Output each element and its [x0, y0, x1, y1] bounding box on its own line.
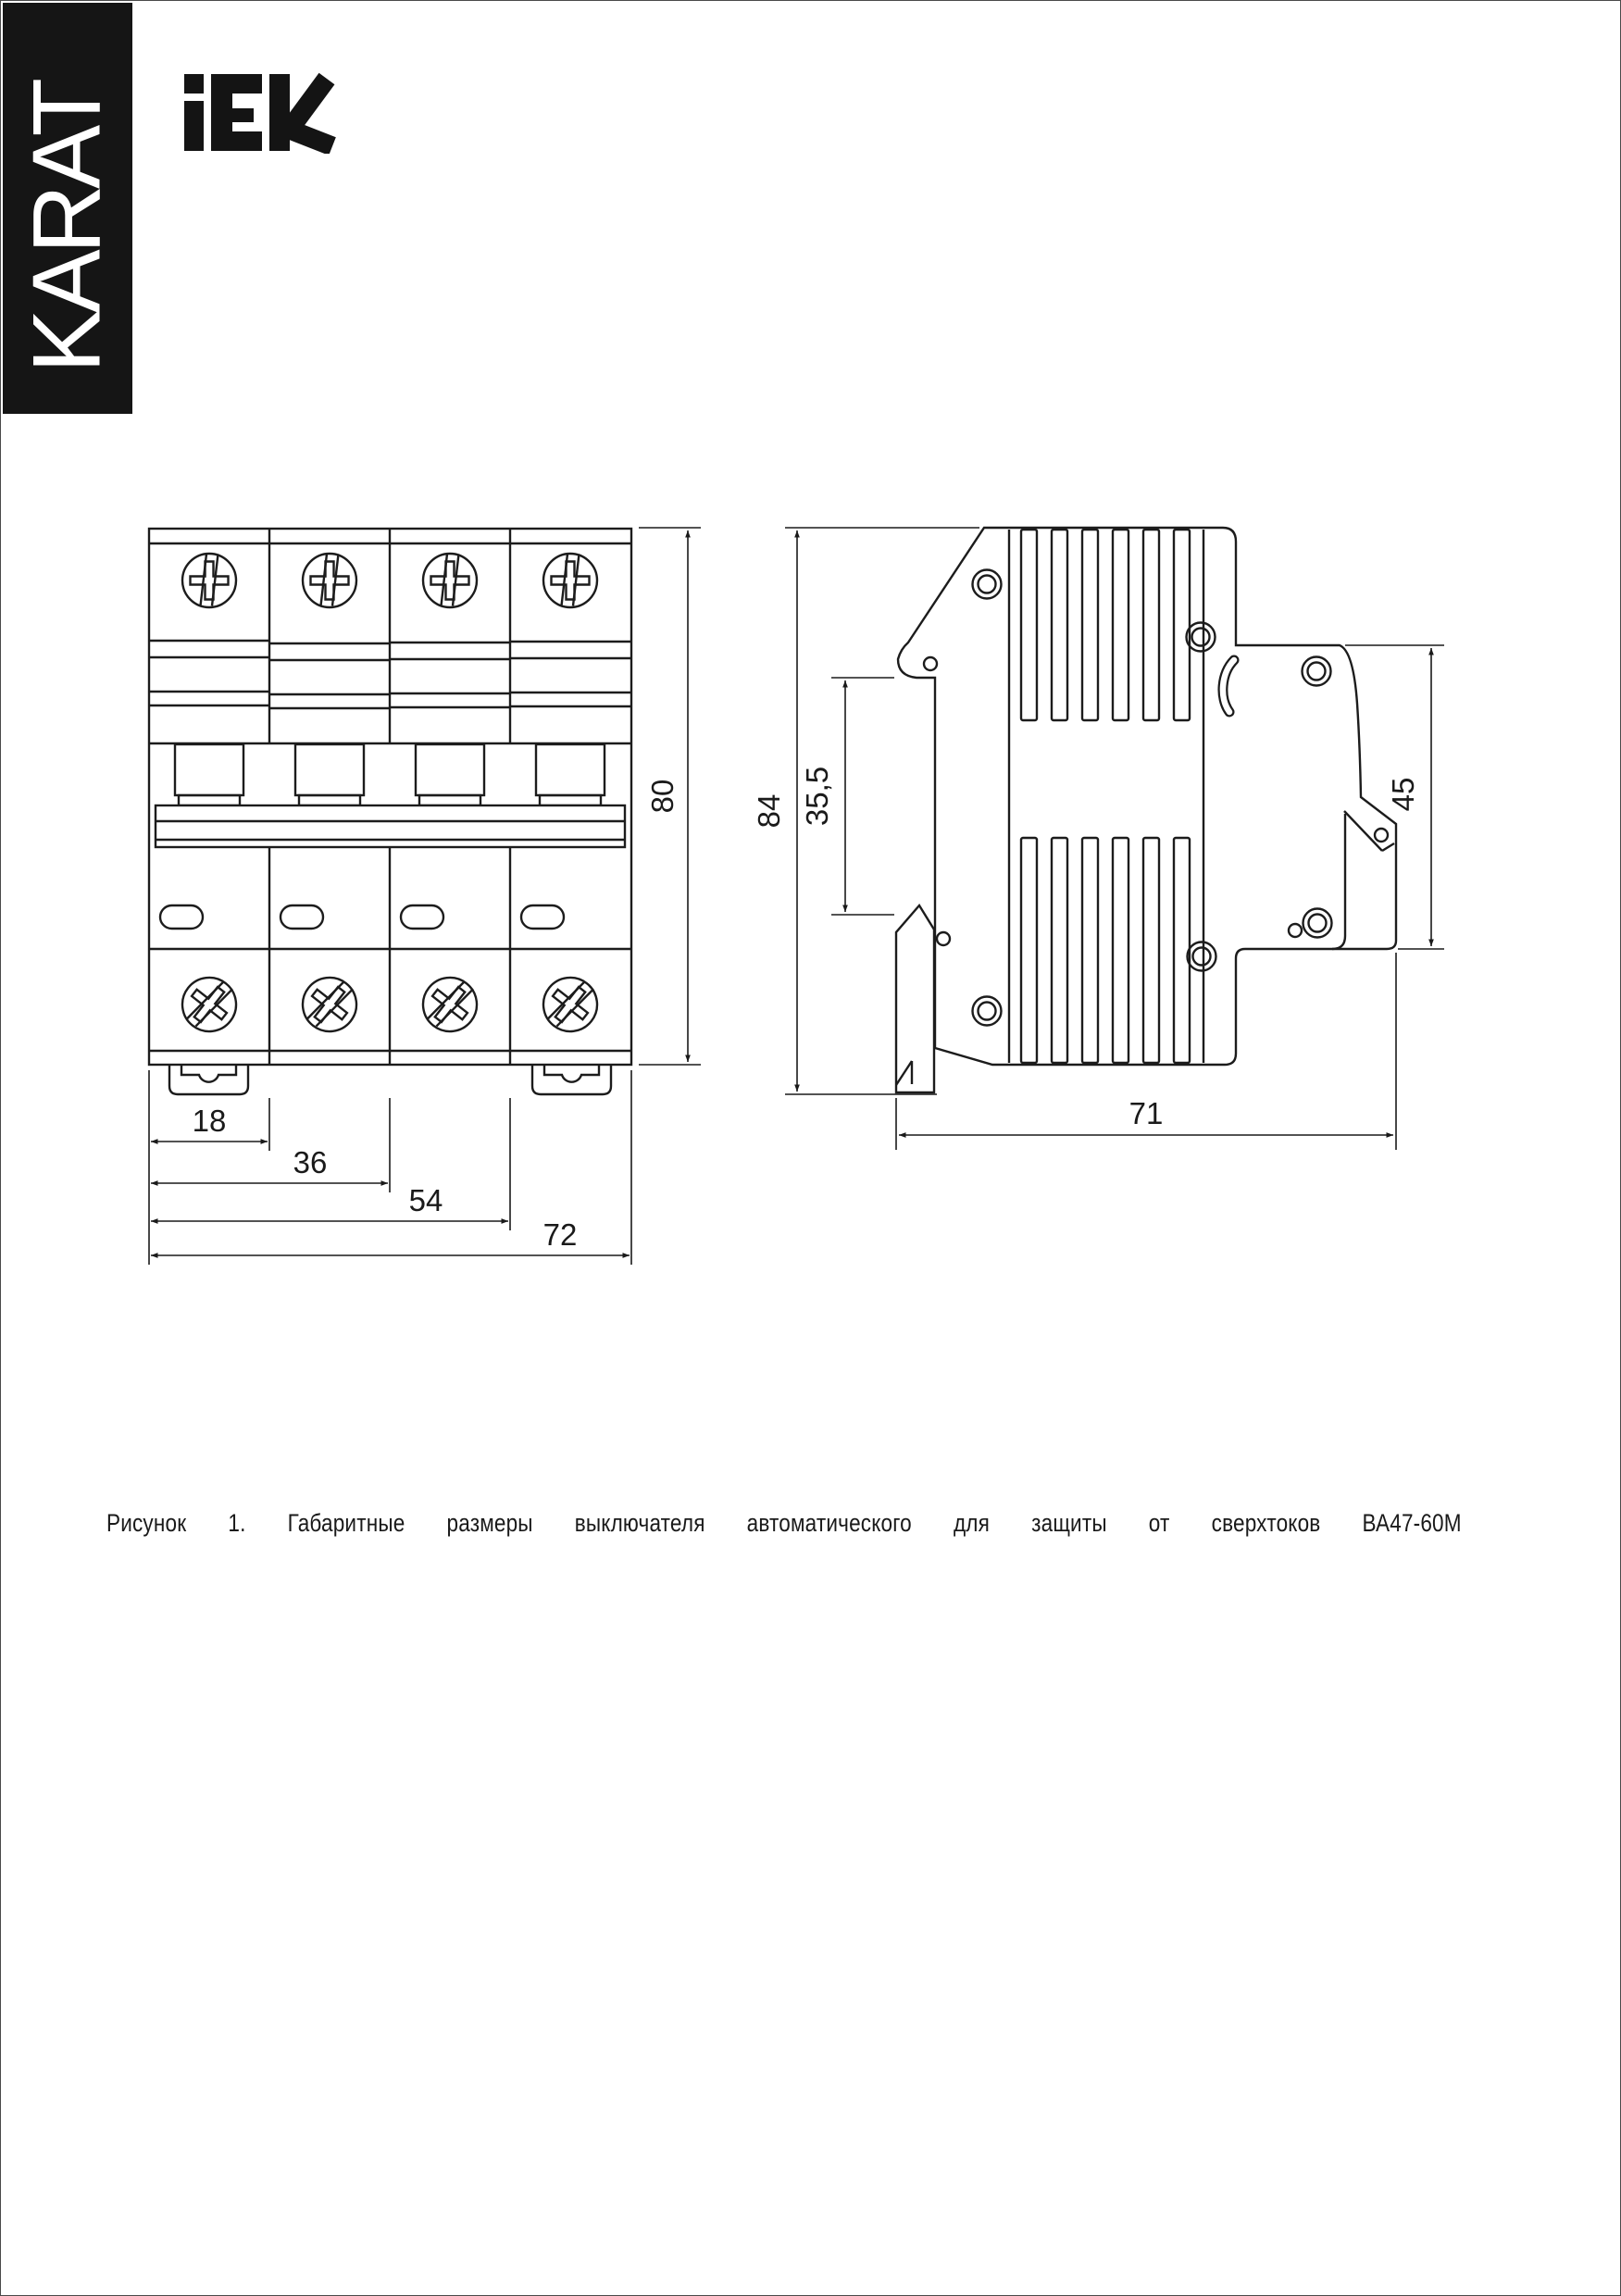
- dim-label-45: 45: [1386, 777, 1420, 812]
- dim-label-80: 80: [645, 779, 680, 814]
- dim-label-18: 18: [192, 1104, 227, 1138]
- figure-caption: Рисунок 1. Габаритные размеры выключателя автоматического для защиты от сверхтоков ВА47-60М: [106, 1509, 1462, 1537]
- dim-label-54: 54: [408, 1183, 443, 1217]
- dim-label-72: 72: [542, 1217, 578, 1252]
- karat-banner-label: KARAT: [13, 81, 121, 374]
- dim-label-84: 84: [752, 793, 786, 829]
- dim-label-35-5: 35,5: [800, 766, 834, 827]
- handle-tie-bar: [156, 805, 625, 847]
- side-view-drawing: [896, 528, 1396, 1092]
- din-clips-front: [169, 1065, 611, 1094]
- front-view-drawing: [149, 529, 631, 1094]
- dim-label-36: 36: [293, 1145, 328, 1179]
- dim-label-71: 71: [1128, 1096, 1164, 1130]
